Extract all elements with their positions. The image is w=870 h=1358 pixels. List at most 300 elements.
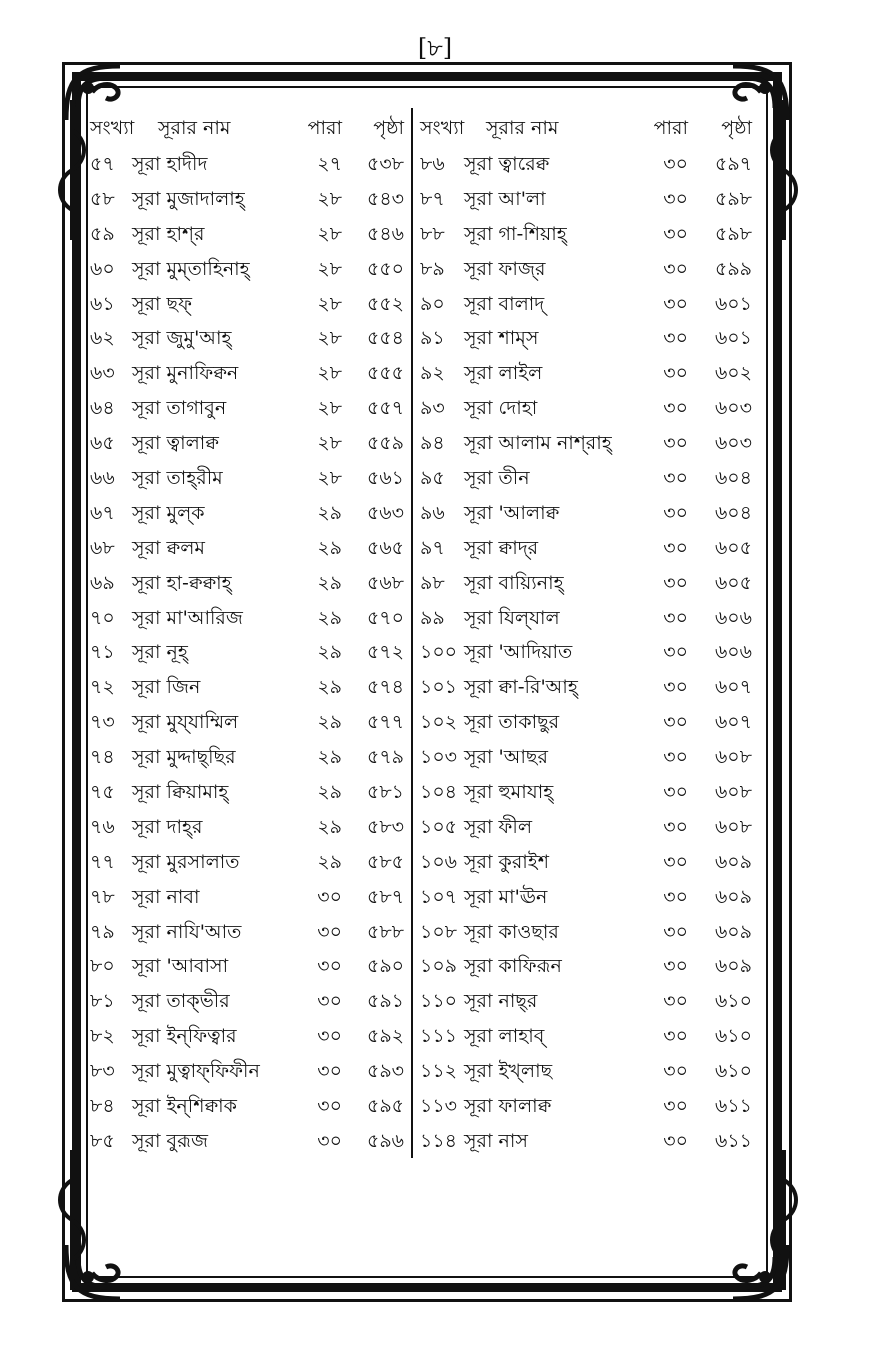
page-number-cell: ৫৯০: [366, 955, 404, 978]
surah-number: ৯৫: [420, 467, 445, 490]
surah-number: ৬২: [90, 327, 115, 350]
surah-name: সূরা বালাদ্: [464, 292, 545, 315]
page-number-cell: ৫৯২: [366, 1025, 404, 1048]
surah-number: ৮৭: [420, 187, 445, 210]
page-number-cell: ৬০৯: [714, 920, 752, 943]
surah-number: ১০০: [420, 641, 458, 664]
para-number: ৩০: [663, 711, 688, 734]
side-flourish-icon: [764, 100, 804, 240]
table-row: [90, 600, 408, 635]
surah-number: ৮৬: [420, 153, 445, 175]
para-number: ৩০: [663, 676, 688, 699]
table-row: [90, 809, 408, 844]
surah-number: ৮২: [90, 1025, 115, 1048]
header-number: সংখ্যা: [420, 117, 465, 139]
surah-number: ৯৯: [420, 606, 445, 629]
table-row: [90, 495, 408, 530]
para-number: ৩০: [663, 1095, 688, 1118]
page-number-cell: ৬০৬: [714, 606, 752, 629]
surah-number: ১০৫: [420, 815, 458, 838]
page-number-cell: ৬০৪: [714, 501, 752, 524]
left-column: [90, 110, 408, 1158]
page-number-cell: ৫৯১: [367, 990, 404, 1013]
surah-name: সূরা তীন: [464, 467, 530, 490]
table-row: [420, 879, 762, 914]
table-row: [90, 1123, 408, 1158]
para-number: ৩০: [663, 1129, 688, 1152]
para-number: ৩০: [663, 362, 688, 385]
surah-number: ৭৮: [90, 885, 115, 908]
table-header: [420, 110, 762, 146]
para-number: ২৮: [317, 257, 342, 280]
para-number: ২৯: [317, 676, 342, 699]
page-number-cell: ৬০৭: [714, 676, 752, 699]
para-number: ৩০: [663, 850, 688, 873]
surah-number: ৬০: [90, 257, 115, 280]
surah-name: সূরা যিল্‌যাল: [464, 606, 560, 629]
page-number-cell: ৫৬৩: [366, 501, 404, 524]
table-row: [420, 774, 762, 809]
surah-number: ৯১: [420, 327, 445, 350]
surah-name: সূরা হাশ্‌র: [132, 222, 205, 245]
para-number: ৩০: [317, 1025, 342, 1048]
para-number: ৩০: [317, 955, 342, 978]
surah-name: সূরা ইন্‌শিক্বাক: [132, 1095, 237, 1118]
para-number: ৩০: [663, 606, 688, 629]
surah-name: সূরা তাক্‌ভীর: [132, 990, 230, 1013]
surah-number: ৯২: [420, 362, 445, 385]
surah-name: সূরা ত্বারেক্ব: [464, 153, 550, 175]
table-row: [90, 530, 408, 565]
table-row: [90, 390, 408, 425]
surah-number: ৬১: [90, 292, 115, 315]
page-number: [৮]: [417, 34, 453, 62]
surah-name: সূরা হাদীদ: [132, 153, 208, 175]
para-number: ৩০: [317, 990, 342, 1013]
page-number-cell: ৬১০: [714, 990, 752, 1013]
surah-name: সূরা 'আছর: [464, 746, 548, 769]
surah-name: সূরা ছফ্: [132, 292, 192, 315]
para-number: ৩০: [317, 1060, 342, 1083]
table-row: [90, 704, 408, 739]
surah-name: সূরা তাগাবুন: [132, 397, 227, 420]
page-number-cell: ৫৭৭: [366, 711, 404, 734]
table-row: [420, 425, 762, 460]
surah-name: সূরা ক্বিয়ামাহ্: [132, 781, 229, 804]
surah-name: সূরা শাম্‌স: [464, 327, 539, 350]
para-number: ২৯: [317, 850, 342, 873]
table-row: [90, 739, 408, 774]
table-row: [90, 948, 408, 983]
surah-name: সূরা কাফিরূন: [464, 955, 562, 978]
page-number-cell: ৬০৩: [714, 397, 752, 420]
surah-name: সূরা মুম্‌তাহিনাহ্: [132, 257, 250, 280]
surah-name: সূরা নাছ্‌র: [464, 990, 538, 1013]
surah-number: ৯৮: [420, 571, 445, 594]
surah-name: সূরা গা-শিয়াহ্: [464, 222, 567, 245]
column-divider: [411, 108, 413, 1158]
surah-name: সূরা 'আলাক্ব: [464, 501, 560, 524]
page-number-cell: ৬০৯: [714, 850, 752, 873]
page-number-cell: ৬১১: [714, 1129, 752, 1152]
surah-number: ৯০: [420, 292, 445, 315]
surah-number: ৫৯: [90, 222, 115, 245]
page-number-cell: ৬০৮: [714, 746, 752, 769]
para-number: ৩০: [663, 467, 688, 490]
surah-name: সূরা ক্বলম: [132, 536, 205, 559]
surah-name: সূরা ত্বালাক্ব: [132, 432, 219, 455]
page-number-cell: ৬০৮: [714, 781, 752, 804]
surah-number: ৯৬: [420, 501, 445, 524]
surah-name: সূরা বুরূজ: [132, 1129, 208, 1152]
page-number-cell: ৫৯৯: [715, 257, 752, 280]
para-number: ২৮: [317, 187, 342, 210]
page-number-cell: ৬০৯: [714, 955, 752, 978]
surah-number: ৯৪: [420, 432, 445, 455]
table-row: [420, 530, 762, 565]
surah-number: ৮৪: [90, 1095, 115, 1118]
para-number: ২৯: [317, 711, 342, 734]
right-column: [420, 110, 762, 1158]
table-row: [420, 1053, 762, 1088]
para-number: ৩০: [663, 397, 688, 420]
para-number: ২৮: [317, 432, 342, 455]
page-number-cell: ৫৫৭: [366, 397, 404, 420]
page-number-cell: ৬০১: [714, 327, 752, 350]
para-number: ৩০: [663, 153, 688, 175]
para-number: ৩০: [663, 746, 688, 769]
side-flourish-icon: [52, 1150, 92, 1290]
surah-name: সূরা মা'ঊন: [464, 885, 548, 908]
header-page: পৃষ্ঠা: [721, 117, 752, 139]
para-number: ২৯: [317, 815, 342, 838]
para-number: ২৯: [317, 571, 342, 594]
surah-name: সূরা বায়্যিনাহ্: [464, 571, 564, 594]
surah-name: সূরা কুরাইশ: [464, 850, 549, 873]
surah-number: ১১১: [420, 1025, 457, 1048]
surah-number: ৬৯: [90, 571, 115, 594]
surah-name: সূরা মুজাদালাহ্: [132, 187, 245, 210]
surah-name: সূরা কাওছার: [464, 920, 559, 943]
table-row: [90, 286, 408, 321]
surah-number: ১০৯: [420, 955, 458, 978]
page-number-cell: ৬১০: [714, 1060, 752, 1083]
table-row: [90, 879, 408, 914]
surah-name: সূরা মুনাফিক্বন: [132, 362, 239, 385]
page-number-cell: ৬১১: [714, 1095, 752, 1118]
table-row: [90, 565, 408, 600]
para-number: ৩০: [663, 187, 688, 210]
surah-number: ৭৯: [90, 920, 115, 943]
surah-number: ৮৩: [90, 1060, 115, 1083]
page-number-cell: ৬০৪: [714, 467, 752, 490]
surah-name: সূরা নূহ্: [132, 641, 188, 664]
para-number: ৩০: [663, 432, 688, 455]
page-number-cell: ৫৫৫: [367, 362, 404, 385]
surah-number: ১০৩: [420, 746, 458, 769]
page-number-cell: ৫৮১: [367, 781, 404, 804]
surah-name: সূরা মুদ্দাছ্‌ছির: [132, 746, 236, 769]
page-number-cell: ৫৮৮: [367, 920, 404, 943]
page-number-cell: ৫৬১: [366, 467, 404, 490]
table-row: [420, 495, 762, 530]
table-row: [90, 251, 408, 286]
surah-name: সূরা ফাজ্‌র: [464, 257, 546, 280]
surah-name: সূরা মা'আরিজ: [132, 606, 243, 629]
surah-name: সূরা মুল্‌ক: [132, 501, 205, 524]
surah-number: ৭৭: [90, 850, 115, 873]
page-number-cell: ৫৭৯: [366, 746, 404, 769]
table-row: [90, 1053, 408, 1088]
surah-number: ৭২: [90, 676, 115, 699]
para-number: ৩০: [663, 571, 688, 594]
surah-number: ৬৮: [90, 536, 115, 559]
surah-number: ৫৮: [90, 187, 115, 210]
surah-number: ৬৫: [90, 432, 115, 455]
surah-number: ৮০: [90, 955, 115, 978]
para-number: ৩০: [663, 257, 688, 280]
para-number: ২৮: [317, 467, 342, 490]
para-number: ৩০: [663, 292, 688, 315]
table-row: [90, 634, 408, 669]
table-row: [420, 1123, 762, 1158]
para-number: ২৯: [317, 781, 342, 804]
surah-number: ৮৮: [420, 222, 445, 245]
para-number: ৩০: [663, 955, 688, 978]
page-number-cell: ৫৯৫: [367, 1095, 404, 1118]
page-number-cell: ৫৮৩: [366, 815, 404, 838]
table-row: [420, 600, 762, 635]
surah-number: ৭৩: [90, 711, 115, 734]
surah-name: সূরা 'আদিয়াত: [464, 641, 573, 664]
table-row: [90, 320, 408, 355]
table-row: [420, 844, 762, 879]
surah-number: ১০১: [420, 676, 458, 699]
surah-number: ৬৩: [90, 362, 115, 385]
side-flourish-icon: [764, 1150, 804, 1290]
surah-name: সূরা মুরসালাত: [132, 850, 240, 873]
table-row: [420, 1088, 762, 1123]
para-number: ২৮: [317, 327, 342, 350]
surah-name: সূরা দোহা: [464, 397, 538, 420]
surah-name: সূরা মুত্বাফ্‌ফিফীন: [132, 1060, 260, 1083]
surah-number: ৫৭: [90, 153, 115, 175]
table-row: [90, 425, 408, 460]
para-number: ৩০: [663, 327, 688, 350]
para-number: ৩০: [663, 920, 688, 943]
surah-number: ১০৬: [420, 850, 458, 873]
page-number-cell: ৫৭০: [366, 606, 404, 629]
para-number: ৩০: [317, 920, 342, 943]
page-number-cell: ৫৪৩: [366, 187, 404, 210]
page-number-cell: ৬০৮: [714, 815, 752, 838]
table-row: [90, 355, 408, 390]
surah-number: ১১৪: [420, 1129, 457, 1152]
right-rows: [420, 146, 762, 1158]
surah-number: ১০৮: [420, 920, 458, 943]
para-number: ৩০: [663, 1060, 688, 1083]
page-number-cell: ৫৯৮: [715, 222, 752, 245]
table-row: [90, 774, 408, 809]
para-number: ৩০: [663, 885, 688, 908]
page-number-cell: ৬০৭: [714, 711, 752, 734]
para-number: ৩০: [663, 222, 688, 245]
left-rows: [90, 146, 408, 1158]
page-number-cell: ৫৯৬: [366, 1129, 404, 1152]
surah-number: ১০৪: [420, 781, 458, 804]
page-number-cell: ৫৮৫: [367, 850, 404, 873]
surah-number: ৮৫: [90, 1129, 115, 1152]
page-number-cell: ৫৬৮: [366, 571, 404, 594]
table-row: [420, 914, 762, 949]
table-row: [420, 983, 762, 1018]
surah-name: সূরা দাহ্‌র: [132, 815, 203, 838]
table-row: [90, 460, 408, 495]
table-row: [420, 146, 762, 181]
surah-number: ৭৬: [90, 815, 115, 838]
surah-number: ৬৪: [90, 397, 115, 420]
surah-number: ৬৭: [90, 501, 115, 524]
surah-name: সূরা মুয্‌যাম্মিল: [132, 711, 239, 734]
table-row: [420, 1018, 762, 1053]
surah-number: ১১২: [420, 1060, 458, 1083]
para-number: ২৯: [317, 536, 342, 559]
page-number-cell: ৬০৫: [714, 571, 752, 594]
page-number-cell: ৫৯৮: [715, 187, 752, 210]
surah-number: ৭১: [90, 641, 115, 664]
surah-name: সূরা ক্বাদ্‌র: [464, 536, 539, 559]
surah-number: ১০৭: [420, 885, 458, 908]
header-surah-name: সূরার নাম: [486, 117, 559, 139]
page-number-cell: ৫৯৩: [366, 1060, 404, 1083]
page-number-cell: ৫৫০: [366, 257, 404, 280]
table-row: [420, 390, 762, 425]
page-number-cell: ৫৫২: [366, 292, 404, 315]
surah-name: সূরা 'আবাসা: [132, 955, 229, 978]
surah-name: সূরা আলাম নাশ্‌রাহ্: [464, 432, 612, 455]
table-row: [420, 251, 762, 286]
surah-name: সূরা ইন্‌ফিত্বার: [132, 1025, 237, 1048]
page-number-cell: ৫৮৭: [366, 885, 404, 908]
table-row: [420, 809, 762, 844]
page-number-cell: ৫৫৯: [367, 432, 404, 455]
header-number: সংখ্যা: [90, 117, 135, 139]
table-row: [420, 669, 762, 704]
table-row: [420, 181, 762, 216]
page-number-cell: ৫৭৪: [366, 676, 404, 699]
surah-name: সূরা নাযি'আত: [132, 920, 242, 943]
surah-name: সূরা জিন: [132, 676, 201, 699]
surah-name: সূরা ফালাক্ব: [464, 1095, 552, 1118]
surah-name: সূরা আ'লা: [464, 187, 546, 210]
surah-number: ৭৫: [90, 781, 115, 804]
para-number: ৩০: [663, 990, 688, 1013]
surah-name: সূরা নাবা: [132, 885, 200, 908]
surah-name: সূরা ইখ্‌লাছ: [464, 1060, 553, 1083]
table-row: [90, 983, 408, 1018]
surah-name: সূরা লাইল: [464, 362, 543, 385]
table-row: [420, 565, 762, 600]
table-row: [420, 216, 762, 251]
table-row: [420, 320, 762, 355]
page-number-cell: ৫৯৭: [714, 153, 752, 175]
para-number: ৩০: [317, 1129, 342, 1152]
table-row: [420, 634, 762, 669]
page-number-cell: ৬০৬: [714, 641, 752, 664]
page-number-cell: ৫৪৬: [366, 222, 404, 245]
para-number: ২৯: [317, 641, 342, 664]
para-number: ২৮: [317, 362, 342, 385]
surah-number: ৯৩: [420, 397, 445, 420]
page-number-cell: ৬০১: [714, 292, 752, 315]
page-number-cell: ৬০২: [714, 362, 752, 385]
para-number: ২৮: [317, 292, 342, 315]
header-para: পারা: [653, 117, 688, 139]
para-number: ৩০: [663, 1025, 688, 1048]
header-page: পৃষ্ঠা: [373, 117, 404, 139]
para-number: ৩০: [317, 1095, 342, 1118]
table-row: [90, 1018, 408, 1053]
page-number-cell: ৫৫৪: [367, 327, 404, 350]
surah-number: ১০২: [420, 711, 458, 734]
page-number-cell: ৬১০: [714, 1025, 752, 1048]
table-row: [420, 286, 762, 321]
para-number: ৩০: [663, 815, 688, 838]
surah-name: সূরা হা-ক্বক্বাহ্: [132, 571, 232, 594]
surah-number: ১১৩: [420, 1095, 458, 1118]
table-row: [90, 216, 408, 251]
table-row: [90, 1088, 408, 1123]
surah-name: সূরা জুমু'আহ্: [132, 327, 232, 350]
para-number: ২৮: [317, 397, 342, 420]
surah-name: সূরা তাকাছুর: [464, 711, 560, 734]
surah-name: সূরা তাহ্‌রীম: [132, 467, 223, 490]
table-row: [90, 146, 408, 181]
para-number: ৩০: [663, 501, 688, 524]
page-number-cell: ৫৬৫: [366, 536, 404, 559]
table-row: [420, 355, 762, 390]
page-number-cell: ৬০৩: [714, 432, 752, 455]
page-number-cell: ৬০৫: [714, 536, 752, 559]
surah-number: ১১০: [420, 990, 458, 1013]
table-row: [90, 844, 408, 879]
surah-name: সূরা ক্বা-রি'আহ্: [464, 676, 578, 699]
surah-number: ৭০: [90, 606, 115, 629]
para-number: ৩০: [663, 641, 688, 664]
table-row: [420, 704, 762, 739]
table-row: [90, 914, 408, 949]
para-number: ২৯: [317, 746, 342, 769]
page-number-cell: ৬০৯: [714, 885, 752, 908]
surah-number: ৭৪: [90, 746, 115, 769]
page-number-cell: ৫৩৮: [366, 153, 404, 175]
para-number: ৩০: [663, 536, 688, 559]
para-number: ৩০: [663, 781, 688, 804]
surah-name: সূরা ফীল: [464, 815, 533, 838]
side-flourish-icon: [52, 100, 92, 240]
para-number: ৩০: [317, 885, 342, 908]
header-surah-name: সূরার নাম: [158, 117, 231, 139]
surah-number: ৮১: [90, 990, 115, 1013]
table-row: [90, 669, 408, 704]
para-number: ২৮: [317, 222, 342, 245]
surah-name: সূরা হুমাযাহ্: [464, 781, 554, 804]
page-number-cell: ৫৭২: [366, 641, 404, 664]
surah-number: ৯৭: [420, 536, 445, 559]
para-number: ২৯: [317, 501, 342, 524]
header-para: পারা: [307, 117, 342, 139]
surah-number: ৬৬: [90, 467, 115, 490]
